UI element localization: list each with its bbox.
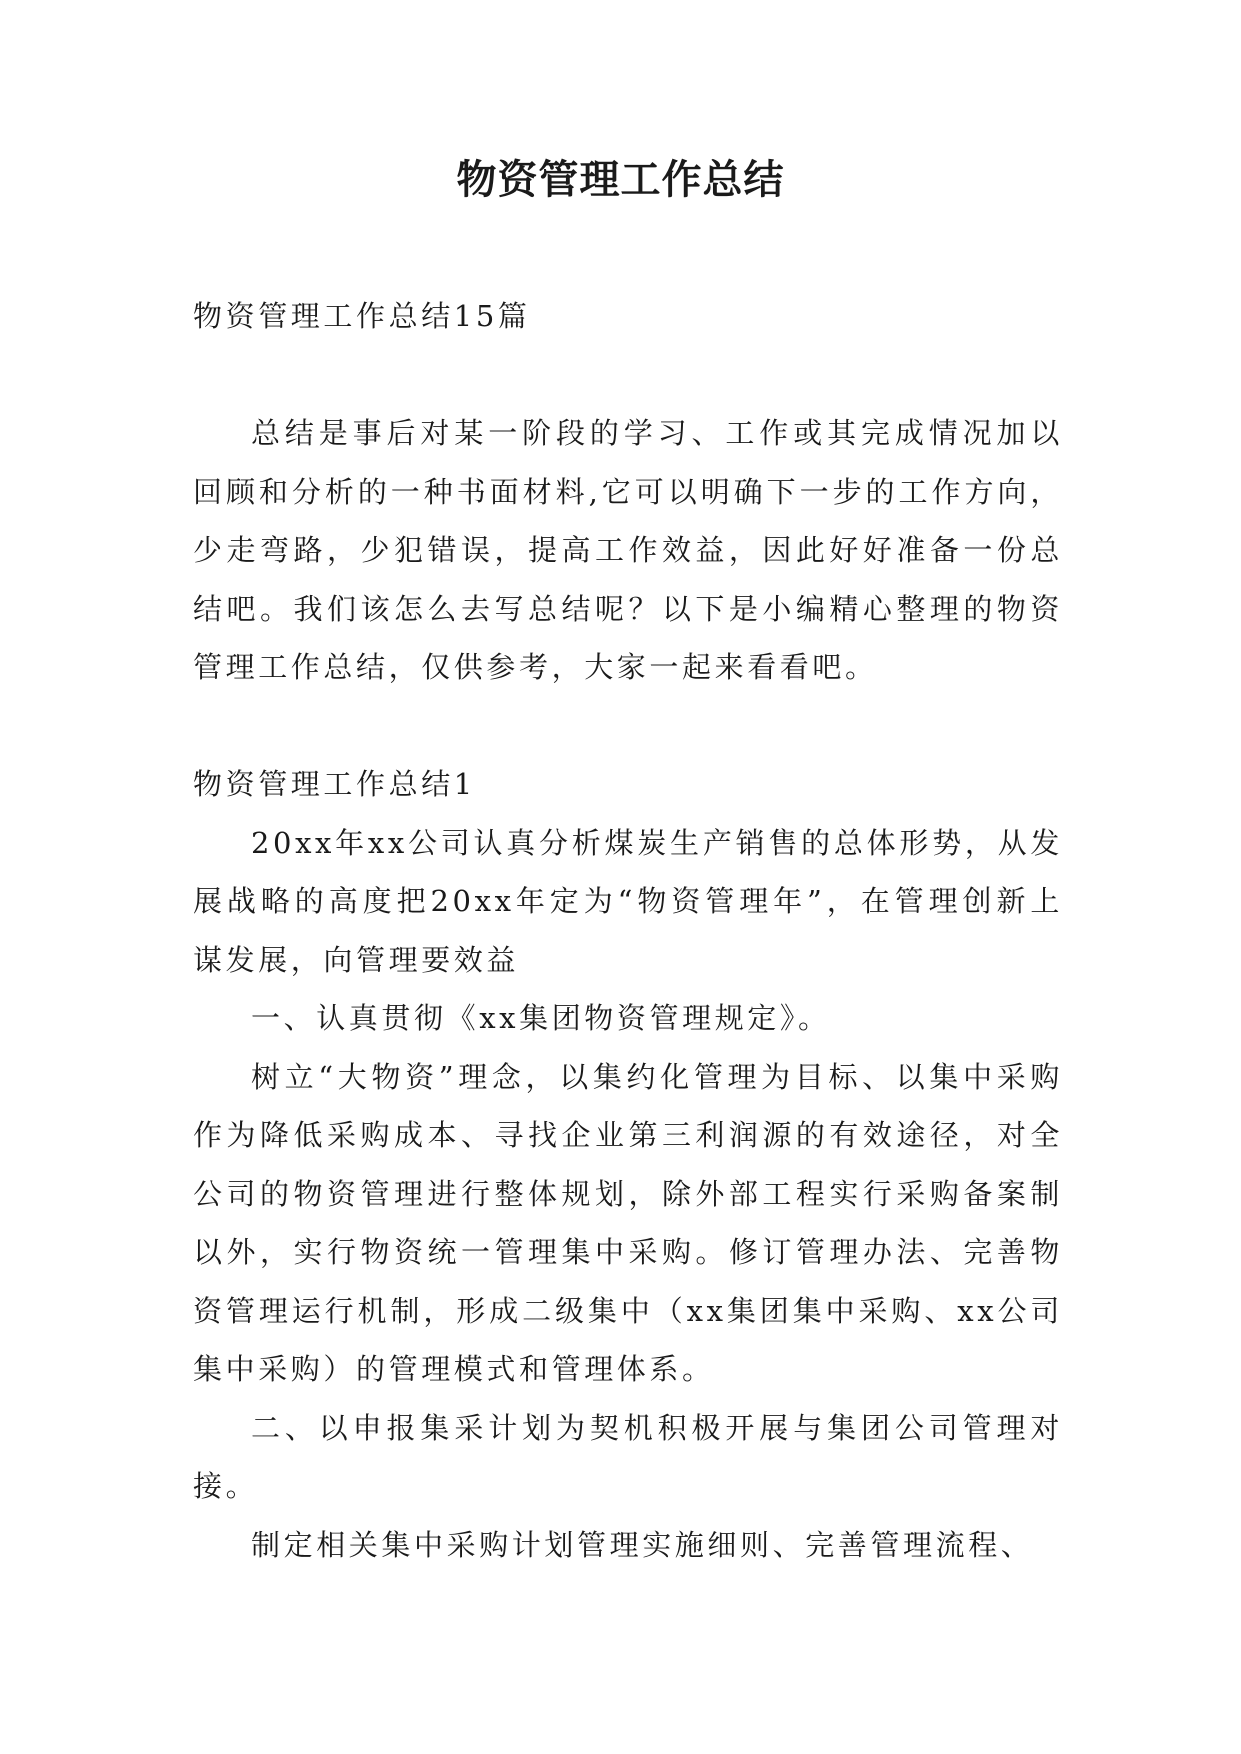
document-subtitle: 物资管理工作总结15篇 [193,299,531,333]
document-body [193,287,1063,1574]
spacer [193,697,1063,756]
spacer [193,346,1063,405]
section-heading: 物资管理工作总结1 [193,767,476,801]
paragraph: 20xx年xx公司认真分析煤炭生产销售的总体形势，从发展战略的高度把20xx年定为“物资管理年”，在管理创新上谋发展，向管理要效益 [193,825,1063,977]
paragraph: 制定相关集中采购计划管理实施细则、完善管理流程、 [251,1527,1034,1562]
list-heading: 二、以申报集采计划为契机积极开展与集团公司管理对接。 [193,1410,1063,1503]
document-title: 物资管理工作总结 [456,157,785,203]
intro-paragraph: 总结是事后对某一阶段的学习、工作或其完成情况加以回顾和分析的一种书面材料,它可以明确下一步的工作方向，少走弯路，少犯错误，提高工作效益，因此好好准备一份总结吧。我们该怎么去写总结呢？以下是小编精心整理的物资管理工作总结，仅供参考，大家一起来看看吧。 [193,416,1063,684]
list-heading: 一、认真贯彻《xx集团物资管理规定》。 [251,1001,831,1035]
paragraph: 树立“大物资”理念，以集约化管理为目标、以集中采购作为降低采购成本、寻找企业第三利润源的有效途径，对全公司的物资管理进行整体规划，除外部工程实行采购备案制以外，实行物资统一管理集中采购。修订管理办法、完善物资管理运行机制，形成二级集中（xx集团集中采购、xx公司集中采购）的管理模式和管理体系。 [193,1059,1063,1386]
